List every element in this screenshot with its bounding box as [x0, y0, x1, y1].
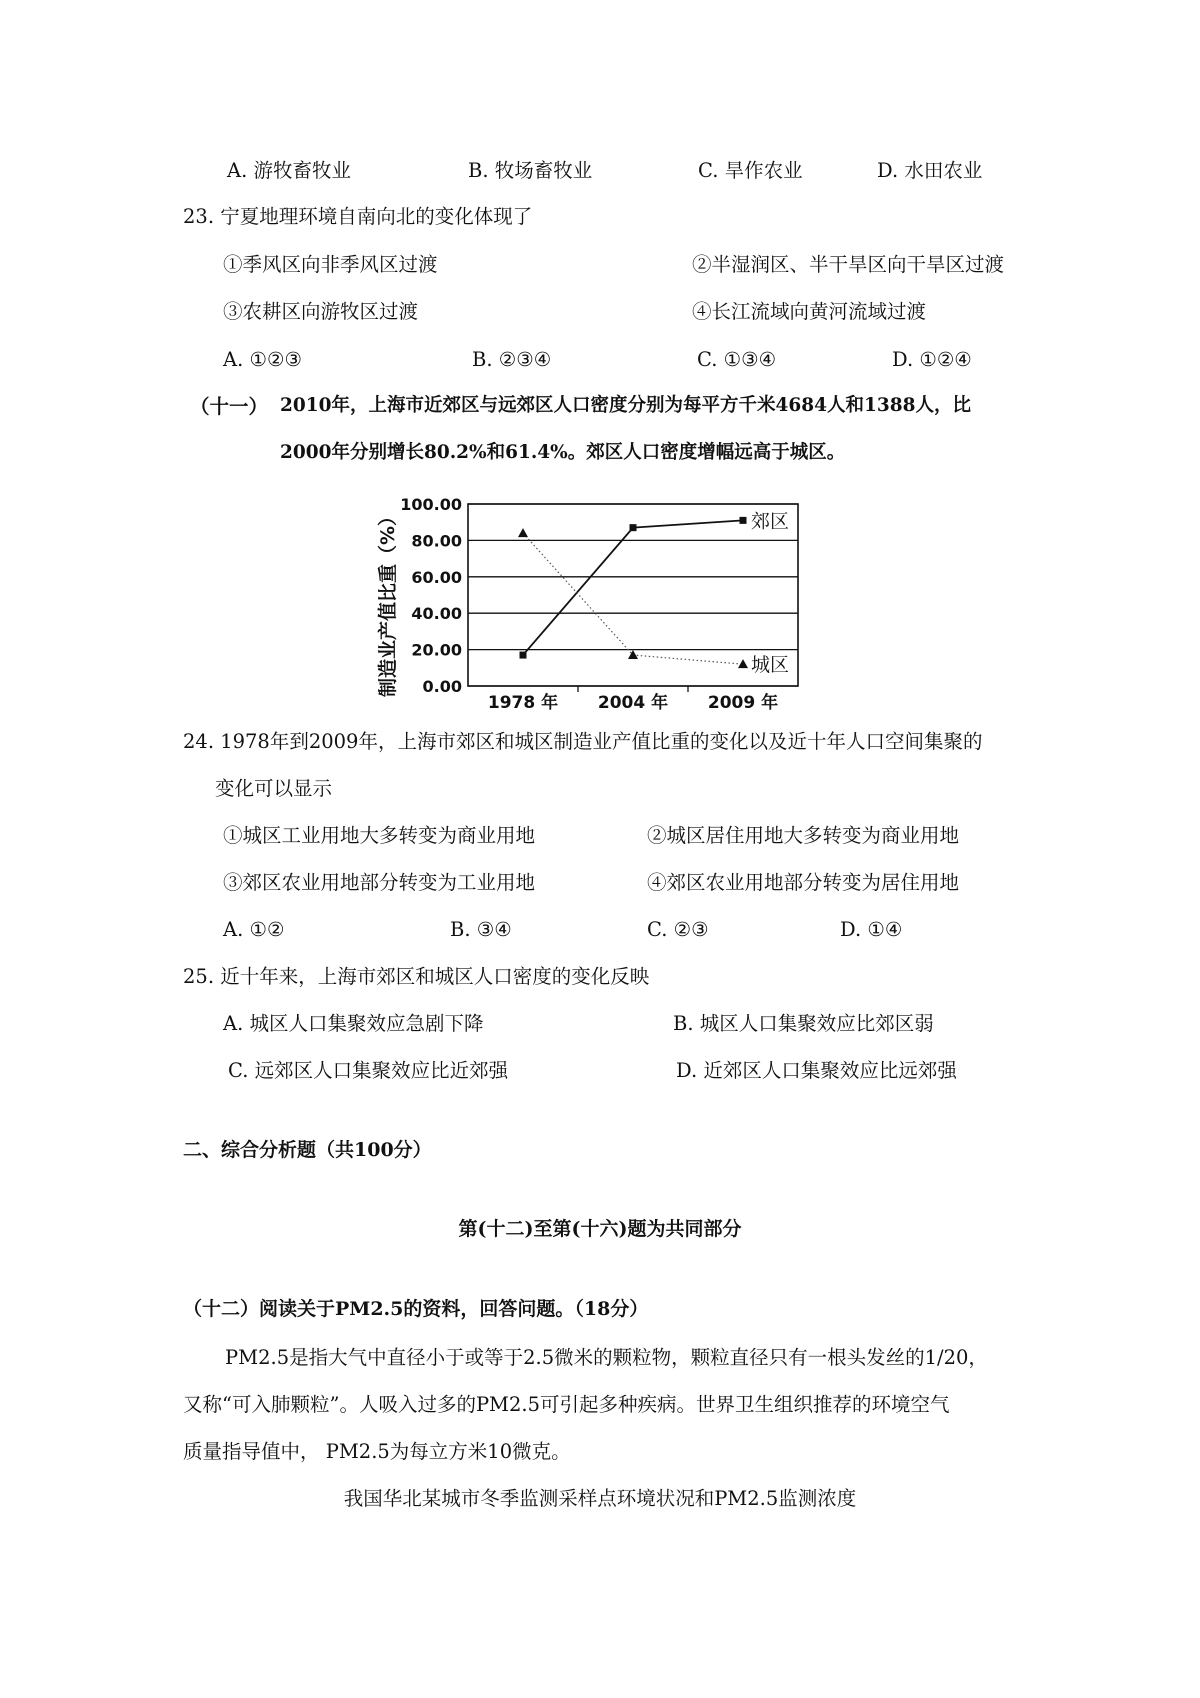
q23-item-2: ②半湿润区、半干旱区向干旱区过渡: [692, 253, 1005, 276]
q23-option-d: D. ①②④: [892, 348, 972, 371]
q25-option-a: A. 城区人口集聚效应急剧下降: [223, 1012, 484, 1035]
q24-stem-line1: 24. 1978年到2009年，上海市郊区和城区制造业产值比重的变化以及近十年人口空间集聚的: [183, 730, 983, 753]
q22-option-d: D. 水田农业: [877, 159, 983, 182]
chart-x-tick-label: 2009 年: [707, 693, 779, 712]
section12-paragraph-line3: 质量指导值中， PM2.5为每立方米10微克。: [183, 1440, 571, 1463]
section12-title: （十二）阅读关于PM2.5的资料，回答问题。（18分）: [183, 1298, 649, 1320]
q25-option-b: B. 城区人口集聚效应比郊区弱: [673, 1012, 934, 1035]
chart-series-label: 城区: [751, 654, 790, 677]
q22-option-c: C. 旱作农业: [698, 159, 803, 182]
part2-common-heading: 第(十二)至第(十六)题为共同部分: [458, 1218, 742, 1240]
chart-series-label: 郊区: [751, 510, 790, 533]
q24-item-2: ②城区居住用地大多转变为商业用地: [647, 824, 960, 847]
q24-option-b: B. ③④: [450, 918, 512, 941]
chart-y-tick-label: 60.00: [411, 567, 462, 587]
q22-option-a: A. 游牧畜牧业: [227, 159, 351, 182]
manufacturing-share-chart: [372, 492, 852, 712]
part2-title: 二、综合分析题（共100分）: [183, 1139, 432, 1161]
section12-paragraph-line2: 又称“可入肺颗粒”。人吸入过多的PM2.5可引起多种疾病。世界卫生组织推荐的环境空气: [183, 1393, 950, 1416]
chart-point-triangle: [628, 650, 638, 659]
chart-point-square: [740, 517, 747, 524]
q24-stem-line2: 变化可以显示: [215, 777, 333, 800]
section12-table-caption: 我国华北某城市冬季监测采样点环境状况和PM2.5监测浓度: [343, 1487, 857, 1510]
chart-point-triangle: [518, 528, 528, 537]
q24-item-3: ③郊区农业用地部分转变为工业用地: [223, 871, 536, 894]
chart-y-tick-label: 80.00: [411, 531, 462, 551]
chart-y-tick-label: 20.00: [411, 640, 462, 660]
q23-option-b: B. ②③④: [472, 348, 552, 371]
q24-option-a: A. ①②: [223, 918, 285, 941]
q24-item-1: ①城区工业用地大多转变为商业用地: [223, 824, 536, 847]
chart-y-label: 制造业产值比重（%）: [377, 506, 399, 698]
chart-y-tick-label: 0.00: [422, 677, 462, 696]
q23-stem: 23. 宁夏地理环境自南向北的变化体现了: [183, 205, 533, 228]
chart-point-triangle: [738, 659, 748, 668]
chart-x-tick-label: 2004 年: [597, 693, 669, 712]
section11-line1: 2010年，上海市近郊区与远郊区人口密度分别为每平方千米4684人和1388人，比: [280, 395, 971, 416]
chart-series-line-1: [523, 533, 743, 664]
q24-item-4: ④郊区农业用地部分转变为居住用地: [647, 871, 960, 894]
chart-x-tick-label: 1978 年: [487, 693, 559, 712]
q23-option-a: A. ①②③: [223, 348, 302, 371]
chart-y-tick-label: 100.00: [400, 495, 462, 514]
q23-item-3: ③农耕区向游牧区过渡: [223, 300, 419, 323]
q23-item-4: ④长江流域向黄河流域过渡: [692, 300, 927, 323]
q24-option-d: D. ①④: [840, 918, 903, 941]
q25-option-c: C. 远郊区人口集聚效应比近郊强: [228, 1059, 509, 1082]
q24-option-c: C. ②③: [647, 918, 709, 941]
q23-item-1: ①季风区向非季风区过渡: [223, 253, 438, 276]
q22-option-b: B. 牧场畜牧业: [468, 159, 593, 182]
section12-paragraph-line1: PM2.5是指大气中直径小于或等于2.5微米的颗粒物，颗粒直径只有一根头发丝的1/20，: [225, 1346, 988, 1369]
section11-label: （十一）: [190, 395, 269, 418]
chart-point-square: [520, 652, 527, 659]
q25-option-d: D. 近郊区人口集聚效应比远郊强: [676, 1059, 957, 1082]
chart-point-square: [630, 524, 637, 531]
chart-y-tick-label: 40.00: [411, 604, 462, 624]
q25-stem: 25. 近十年来，上海市郊区和城区人口密度的变化反映: [183, 965, 650, 988]
q23-option-c: C. ①③④: [697, 348, 777, 371]
section11-line2: 2000年分别增长80.2%和61.4%。郊区人口密度增幅远高于城区。: [280, 442, 846, 463]
